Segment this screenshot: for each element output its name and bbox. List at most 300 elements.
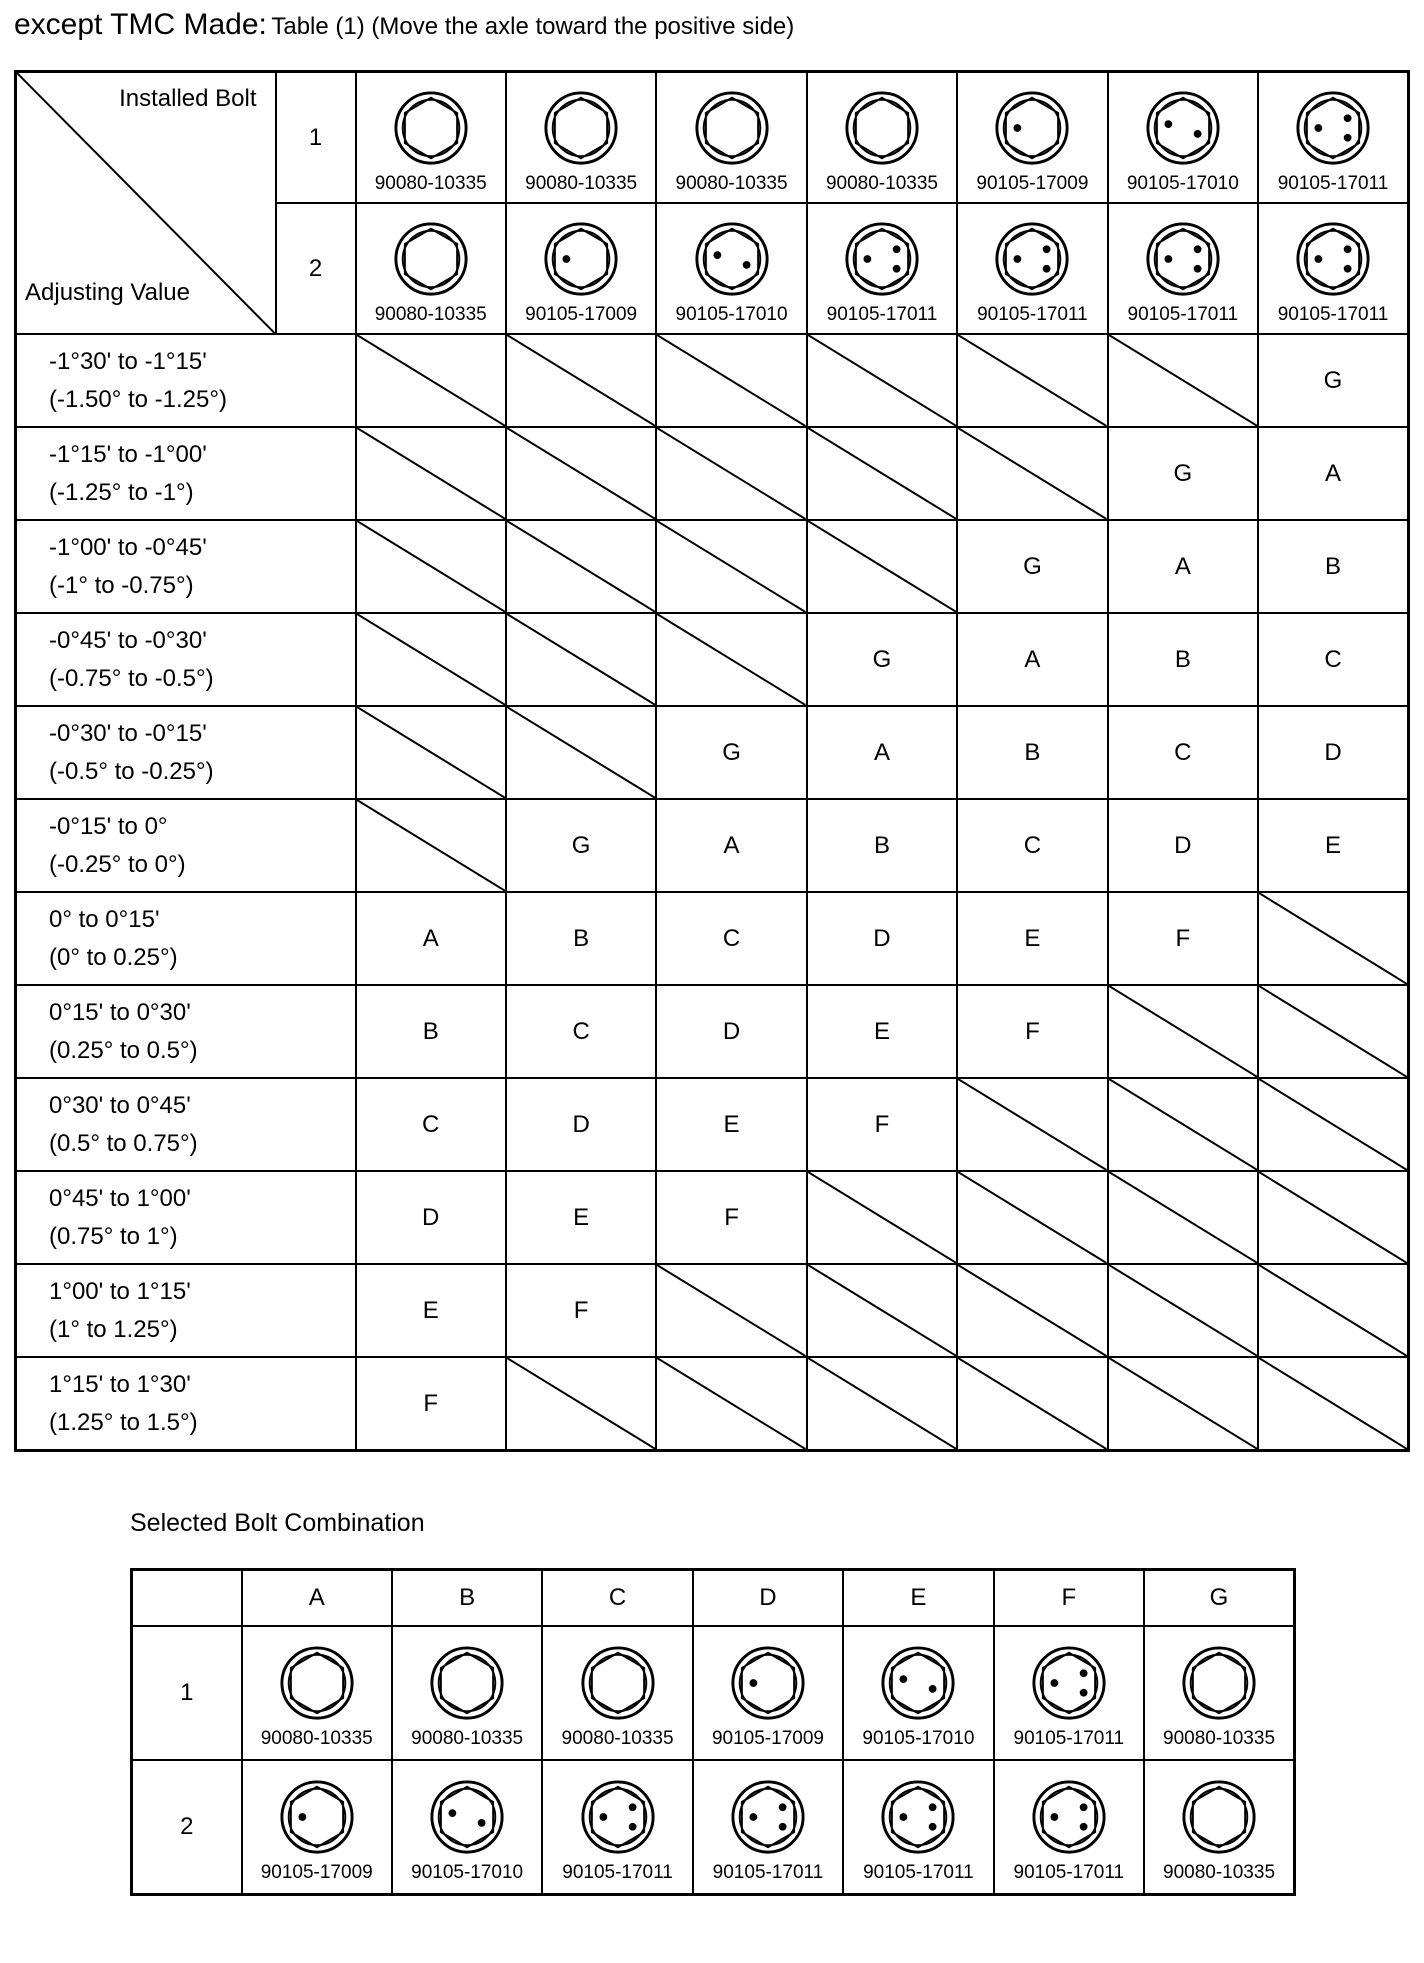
bolt-icon	[1180, 1778, 1258, 1856]
title-sub: Table (1) (Move the axle toward the positive side)	[271, 13, 795, 40]
selected-bolt-title: Selected Bolt Combination	[130, 1509, 425, 1537]
range-minutes: -0°15' to 0°	[49, 812, 168, 840]
part-number: 90105-17009	[711, 1728, 824, 1749]
part-number: 90105-17011	[826, 303, 938, 325]
combination-code: D	[356, 1171, 506, 1264]
bolt-cell	[656, 203, 806, 334]
not-applicable-cell	[957, 1264, 1107, 1357]
adjust-row	[16, 1078, 1409, 1171]
range-minutes: -1°15' to -1°00'	[49, 440, 207, 468]
range-minutes: 1°00' to 1°15'	[49, 1277, 191, 1305]
combination-code: B	[1108, 613, 1258, 706]
not-applicable-cell	[506, 427, 656, 520]
part-number: 90105-17011	[1013, 1728, 1125, 1749]
part-number: 90080-10335	[260, 1728, 373, 1749]
combination-code: G	[656, 706, 806, 799]
range-minutes: 0° to 0°15'	[49, 905, 160, 933]
part-number: 90105-17009	[525, 303, 638, 325]
diagonal-line	[808, 1265, 956, 1356]
diagonal-line	[1109, 1265, 1257, 1356]
bolt-cell	[1144, 1760, 1294, 1895]
not-applicable-cell	[506, 334, 656, 427]
part-number: 90105-17011	[1277, 172, 1389, 194]
bolt-dot	[1080, 1689, 1088, 1697]
range-degrees: (-1.50° to -1.25°)	[49, 385, 227, 413]
bolt-row-number: 1	[276, 72, 356, 204]
diagonal-line	[808, 335, 956, 426]
diagonal-line	[958, 1172, 1106, 1263]
selected-bolt-table	[130, 1568, 1296, 1896]
bolt-cell	[843, 1626, 993, 1760]
not-applicable-cell	[957, 1171, 1107, 1264]
adjust-row	[16, 1264, 1409, 1357]
part-number: 90080-10335	[525, 172, 638, 194]
bolt-dot	[1080, 1669, 1088, 1677]
range-cell	[16, 1078, 356, 1171]
not-applicable-cell	[656, 1357, 806, 1451]
bolt-icon	[1294, 220, 1372, 298]
combination-header: G	[1144, 1570, 1294, 1627]
bolt-dot	[1043, 264, 1051, 272]
bolt-cell	[1108, 72, 1258, 204]
bolt-icon	[843, 220, 921, 298]
adjust-row	[16, 427, 1409, 520]
bolt-icon	[579, 1778, 657, 1856]
bolt-cell	[994, 1626, 1144, 1760]
diagonal-line	[507, 521, 655, 612]
bolt-icon	[392, 89, 470, 167]
not-applicable-cell	[807, 1171, 957, 1264]
bolt-dot	[1344, 133, 1352, 141]
combination-code: A	[1108, 520, 1258, 613]
empty-header-cell	[132, 1570, 242, 1627]
combination-code: E	[957, 892, 1107, 985]
combination-code: C	[1258, 613, 1408, 706]
combination-code: C	[1108, 706, 1258, 799]
adjust-row	[16, 1171, 1409, 1264]
bolt-cell	[957, 72, 1107, 204]
combination-code: D	[807, 892, 957, 985]
not-applicable-cell	[1108, 1078, 1258, 1171]
bolt-dot	[893, 245, 901, 253]
diagonal-line	[1259, 1172, 1407, 1263]
diagonal-line	[958, 1358, 1106, 1449]
bolt-cell	[693, 1760, 843, 1895]
bolt-cell	[807, 203, 957, 334]
combination-code: A	[957, 613, 1107, 706]
bolt-dot	[1043, 245, 1051, 253]
page-title	[14, 8, 794, 42]
diagonal-line	[1109, 335, 1257, 426]
not-applicable-cell	[656, 427, 806, 520]
combination-code: B	[807, 799, 957, 892]
combination-code: B	[1258, 520, 1408, 613]
part-number: 90105-17010	[1126, 172, 1239, 194]
bolt-icon	[729, 1778, 807, 1856]
installed-bolt-row-1	[16, 72, 1409, 204]
combination-code: E	[656, 1078, 806, 1171]
part-number: 90080-10335	[374, 172, 487, 194]
bolt-icon	[392, 220, 470, 298]
bolt-icon	[1180, 1644, 1258, 1722]
not-applicable-cell	[807, 1357, 957, 1451]
part-number: 90080-10335	[1163, 1862, 1276, 1883]
bolt-icon	[1030, 1778, 1108, 1856]
combination-code: F	[656, 1171, 806, 1264]
bolt-dot	[628, 1823, 636, 1831]
range-degrees: (0.25° to 0.5°)	[49, 1036, 198, 1064]
combination-code: G	[957, 520, 1107, 613]
bolt-dot	[449, 1809, 457, 1817]
not-applicable-cell	[356, 799, 506, 892]
diagonal-line	[657, 335, 805, 426]
bolt-dot	[1344, 114, 1352, 122]
part-number: 90080-10335	[561, 1728, 674, 1749]
part-number: 90105-17010	[862, 1728, 975, 1749]
combination-code: G	[807, 613, 957, 706]
part-number: 90105-17009	[976, 172, 1089, 194]
combination-code: A	[356, 892, 506, 985]
bolt-cell	[1258, 72, 1408, 204]
not-applicable-cell	[807, 427, 957, 520]
bolt-icon	[579, 1644, 657, 1722]
diagonal-line	[507, 1358, 655, 1449]
combination-code: B	[506, 892, 656, 985]
bolt-icon	[693, 89, 771, 167]
adjust-row	[16, 613, 1409, 706]
bolt-dot	[893, 264, 901, 272]
part-number: 90105-17011	[863, 1862, 974, 1883]
bolt-dot	[1050, 1679, 1058, 1687]
diagonal-line	[657, 614, 805, 705]
adjust-row	[16, 520, 1409, 613]
diagonal-line	[357, 707, 505, 798]
bolt-dot	[779, 1803, 787, 1811]
combination-code: C	[957, 799, 1107, 892]
not-applicable-cell	[506, 706, 656, 799]
part-number: 90105-17011	[1127, 303, 1239, 325]
range-degrees: (-0.25° to 0°)	[49, 850, 186, 878]
not-applicable-cell	[1108, 1264, 1258, 1357]
bolt-dot	[1050, 1813, 1058, 1821]
not-applicable-cell	[656, 520, 806, 613]
range-cell	[16, 892, 356, 985]
bolt-dot	[298, 1813, 306, 1821]
adjust-row	[16, 706, 1409, 799]
bolt-icon	[542, 89, 620, 167]
diagonal-line	[808, 1172, 956, 1263]
range-degrees: (0° to 0.25°)	[49, 943, 178, 971]
bolt-icon	[729, 1644, 807, 1722]
bolt-icon	[1144, 89, 1222, 167]
combination-code: C	[506, 985, 656, 1078]
adjust-row	[16, 1357, 1409, 1451]
not-applicable-cell	[356, 427, 506, 520]
combination-code: G	[1108, 427, 1258, 520]
combination-code: E	[807, 985, 957, 1078]
bolt-cell	[1108, 203, 1258, 334]
corner-header	[16, 72, 276, 335]
bolt-cell	[807, 72, 957, 204]
not-applicable-cell	[506, 520, 656, 613]
diagonal-line	[958, 1265, 1106, 1356]
combination-code: B	[356, 985, 506, 1078]
not-applicable-cell	[356, 334, 506, 427]
bolt-icon	[1294, 89, 1372, 167]
not-applicable-cell	[1108, 985, 1258, 1078]
not-applicable-cell	[957, 1357, 1107, 1451]
not-applicable-cell	[356, 706, 506, 799]
diagonal-line	[357, 614, 505, 705]
bolt-dot	[779, 1823, 787, 1831]
not-applicable-cell	[957, 1078, 1107, 1171]
not-applicable-cell	[656, 1264, 806, 1357]
bolt-cell	[392, 1760, 542, 1895]
diagonal-line	[958, 428, 1106, 519]
range-minutes: -0°45' to -0°30'	[49, 626, 207, 654]
not-applicable-cell	[656, 613, 806, 706]
combination-code: F	[807, 1078, 957, 1171]
bolt-icon	[879, 1778, 957, 1856]
not-applicable-cell	[356, 520, 506, 613]
title-main: except TMC Made:	[14, 8, 267, 41]
bolt-cell	[957, 203, 1107, 334]
combination-header: E	[843, 1570, 993, 1627]
not-applicable-cell	[957, 334, 1107, 427]
bolt-icon	[278, 1644, 356, 1722]
bolt-dot	[1164, 255, 1172, 263]
bolt-dot	[1080, 1823, 1088, 1831]
bolt-cell	[242, 1626, 392, 1760]
not-applicable-cell	[1108, 334, 1258, 427]
not-applicable-cell	[1108, 1171, 1258, 1264]
diagonal-line	[357, 428, 505, 519]
bolt-cell	[656, 72, 806, 204]
bolt-cell	[843, 1760, 993, 1895]
diagonal-line	[1259, 1265, 1407, 1356]
bolt-icon	[428, 1778, 506, 1856]
bolt-dot	[900, 1675, 908, 1683]
bolt-dot	[863, 255, 871, 263]
range-cell	[16, 334, 356, 427]
bolt-cell	[356, 203, 506, 334]
bolt-dot	[563, 255, 571, 263]
bolt-cell	[542, 1760, 692, 1895]
diagonal-line	[958, 1079, 1106, 1170]
diagonal-line	[1259, 986, 1407, 1077]
range-cell	[16, 706, 356, 799]
diagonal-line	[507, 614, 655, 705]
adjusting-value-label: Adjusting Value	[25, 279, 190, 306]
selected-header-row	[132, 1570, 1295, 1627]
bolt-dot	[929, 1823, 937, 1831]
combination-header: F	[994, 1570, 1144, 1627]
combination-header: B	[392, 1570, 542, 1627]
diagonal-line	[808, 428, 956, 519]
bolt-icon	[843, 89, 921, 167]
range-minutes: 1°15' to 1°30'	[49, 1370, 191, 1398]
bolt-dot	[742, 260, 750, 268]
part-number: 90105-17010	[675, 303, 788, 325]
adjust-row	[16, 334, 1409, 427]
adjust-row	[16, 892, 1409, 985]
combination-code: D	[506, 1078, 656, 1171]
adjust-row	[16, 799, 1409, 892]
range-cell	[16, 985, 356, 1078]
diagonal-line	[1109, 986, 1257, 1077]
bolt-dot	[749, 1813, 757, 1821]
bolt-dot	[713, 251, 721, 259]
part-number: 90080-10335	[374, 303, 487, 325]
not-applicable-cell	[1258, 1264, 1408, 1357]
bolt-dot	[1194, 129, 1202, 137]
diagonal-line	[657, 428, 805, 519]
diagonal-line	[808, 521, 956, 612]
diagonal-line	[357, 800, 505, 891]
not-applicable-cell	[506, 613, 656, 706]
diagonal-line	[1259, 1079, 1407, 1170]
bolt-cell	[693, 1626, 843, 1760]
combination-code: F	[356, 1357, 506, 1451]
bolt-cell	[242, 1760, 392, 1895]
range-degrees: (-0.5° to -0.25°)	[49, 757, 214, 785]
part-number: 90080-10335	[825, 172, 938, 194]
not-applicable-cell	[807, 334, 957, 427]
combination-code: D	[656, 985, 806, 1078]
bolt-icon	[1030, 1644, 1108, 1722]
diagonal-line	[1109, 1358, 1257, 1449]
range-minutes: -0°30' to -0°15'	[49, 719, 207, 747]
diagonal-line	[657, 1265, 805, 1356]
adjustment-table	[14, 70, 1410, 1452]
bolt-dot	[599, 1813, 607, 1821]
part-number: 90105-17010	[411, 1862, 524, 1883]
bolt-cell	[506, 203, 656, 334]
combination-code: C	[356, 1078, 506, 1171]
bolt-icon	[993, 89, 1071, 167]
part-number: 90105-17011	[1013, 1862, 1125, 1883]
bolt-dot	[1080, 1803, 1088, 1811]
bolt-dot	[1314, 124, 1322, 132]
combination-code: E	[1258, 799, 1408, 892]
range-degrees: (1° to 1.25°)	[49, 1315, 178, 1343]
combination-code: A	[656, 799, 806, 892]
range-minutes: 0°15' to 0°30'	[49, 998, 191, 1026]
bolt-dot	[929, 1803, 937, 1811]
not-applicable-cell	[656, 334, 806, 427]
adjust-row	[16, 985, 1409, 1078]
combination-code: C	[656, 892, 806, 985]
part-number: 90105-17011	[562, 1862, 673, 1883]
range-cell	[16, 427, 356, 520]
diagonal-line	[657, 1358, 805, 1449]
combination-code: F	[506, 1264, 656, 1357]
bolt-dot	[1194, 264, 1202, 272]
bolt-icon	[428, 1644, 506, 1722]
diagonal-line	[1109, 1079, 1257, 1170]
part-number: 90105-17011	[1277, 303, 1389, 325]
bolt-row-number: 2	[132, 1760, 242, 1895]
range-minutes: -1°30' to -1°15'	[49, 347, 207, 375]
bolt-icon	[693, 220, 771, 298]
range-degrees: (1.25° to 1.5°)	[49, 1408, 198, 1436]
range-degrees: (-0.75° to -0.5°)	[49, 664, 214, 692]
not-applicable-cell	[356, 613, 506, 706]
combination-code: E	[506, 1171, 656, 1264]
bolt-icon	[993, 220, 1071, 298]
not-applicable-cell	[1258, 1171, 1408, 1264]
diagonal-line	[657, 521, 805, 612]
not-applicable-cell	[506, 1357, 656, 1451]
range-degrees: (-1.25° to -1°)	[49, 478, 194, 506]
diagonal-line	[958, 335, 1106, 426]
bolt-cell	[994, 1760, 1144, 1895]
range-cell	[16, 613, 356, 706]
bolt-dot	[749, 1679, 757, 1687]
range-minutes: -1°00' to -0°45'	[49, 533, 207, 561]
diagonal-line	[1109, 1172, 1257, 1263]
combination-code: A	[1258, 427, 1408, 520]
diagonal-line	[1259, 1358, 1407, 1449]
combination-header: D	[693, 1570, 843, 1627]
bolt-dot	[478, 1819, 486, 1827]
bolt-row-number: 2	[276, 203, 356, 334]
bolt-icon	[1144, 220, 1222, 298]
part-number: 90105-17011	[977, 303, 1088, 325]
not-applicable-cell	[957, 427, 1107, 520]
part-number: 90080-10335	[411, 1728, 524, 1749]
combination-code: G	[1258, 334, 1408, 427]
bolt-dot	[1344, 245, 1352, 253]
combination-code: A	[807, 706, 957, 799]
range-cell	[16, 1171, 356, 1264]
bolt-cell	[1144, 1626, 1294, 1760]
diagonal-line	[507, 428, 655, 519]
bolt-dot	[929, 1685, 937, 1693]
diagonal-line	[1259, 893, 1407, 984]
not-applicable-cell	[1258, 1078, 1408, 1171]
bolt-dot	[1194, 245, 1202, 253]
range-cell	[16, 1357, 356, 1451]
combination-code: F	[1108, 892, 1258, 985]
bolt-cell	[356, 72, 506, 204]
bolt-dot	[1014, 124, 1022, 132]
range-degrees: (-1° to -0.75°)	[49, 571, 194, 599]
not-applicable-cell	[807, 520, 957, 613]
bolt-cell	[542, 1626, 692, 1760]
part-number: 90080-10335	[675, 172, 788, 194]
diagonal-line	[507, 335, 655, 426]
bolt-icon	[278, 1778, 356, 1856]
selected-bolt-row-1	[132, 1626, 1295, 1760]
combination-code: D	[1108, 799, 1258, 892]
not-applicable-cell	[1258, 892, 1408, 985]
bolt-icon	[542, 220, 620, 298]
part-number: 90105-17009	[260, 1862, 373, 1883]
combination-code: B	[957, 706, 1107, 799]
selected-bolt-row-2	[132, 1760, 1295, 1895]
combination-code: G	[506, 799, 656, 892]
bolt-row-number: 1	[132, 1626, 242, 1760]
bolt-dot	[1164, 120, 1172, 128]
bolt-dot	[1344, 264, 1352, 272]
bolt-cell	[392, 1626, 542, 1760]
diagonal-line	[357, 335, 505, 426]
range-degrees: (0.75° to 1°)	[49, 1222, 178, 1250]
part-number: 90080-10335	[1163, 1728, 1276, 1749]
combination-code: E	[356, 1264, 506, 1357]
bolt-cell	[1258, 203, 1408, 334]
